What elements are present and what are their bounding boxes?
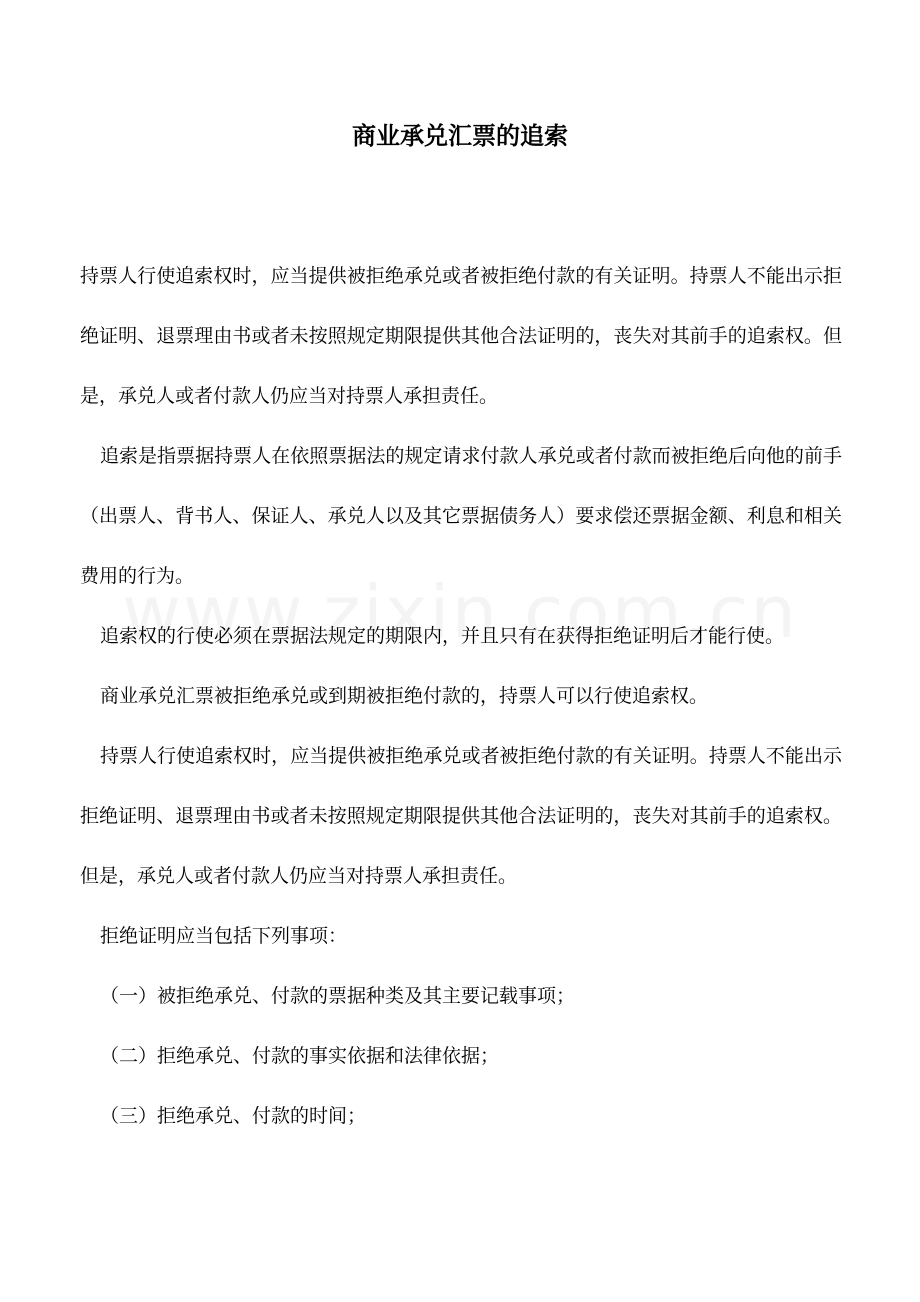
- paragraph-recourse-definition: 追索是指票据持票人在依照票据法的规定请求付款人承兑或者付款而被拒绝后向他的前手（出票人、背书人、保证人、承兑人以及其它票据债务人）要求偿还票据金额、利息和相关费用的行为。: [80, 445, 842, 587]
- paragraph-holder-proof-repeat: 持票人行使追索权时，应当提供被拒绝承兑或者被拒绝付款的有关证明。持票人不能出示拒绝证明、退票理由书或者未按照规定期限提供其他合法证明的，丧失对其前手的追索权。但是，承兑人或者付款人仍应当对持票人承担责任。: [80, 745, 842, 887]
- page-title: 商业承兑汇票的追索: [352, 122, 568, 150]
- document-body: [80, 246, 842, 1146]
- paragraph-recourse-period: 追索权的行使必须在票据法规定的期限内，并且只有在获得拒绝证明后才能行使。: [99, 625, 784, 647]
- list-item-3: （三）拒绝承兑、付款的时间；: [99, 1105, 366, 1127]
- paragraph-refusal-items-intro: 拒绝证明应当包括下列事项：: [99, 925, 347, 947]
- list-item-1: （一）被拒绝承兑、付款的票据种类及其主要记载事项；: [99, 985, 575, 1007]
- paragraph-holder-proof: 持票人行使追索权时，应当提供被拒绝承兑或者被拒绝付款的有关证明。持票人不能出示拒绝证明、退票理由书或者未按照规定期限提供其他合法证明的，丧失对其前手的追索权。但是，承兑人或者付款人仍应当对持票人承担责任。: [80, 265, 842, 407]
- paragraph-recourse-right: 商业承兑汇票被拒绝承兑或到期被拒绝付款的，持票人可以行使追索权。: [99, 685, 708, 707]
- list-item-2: （二）拒绝承兑、付款的事实依据和法律依据；: [99, 1045, 499, 1067]
